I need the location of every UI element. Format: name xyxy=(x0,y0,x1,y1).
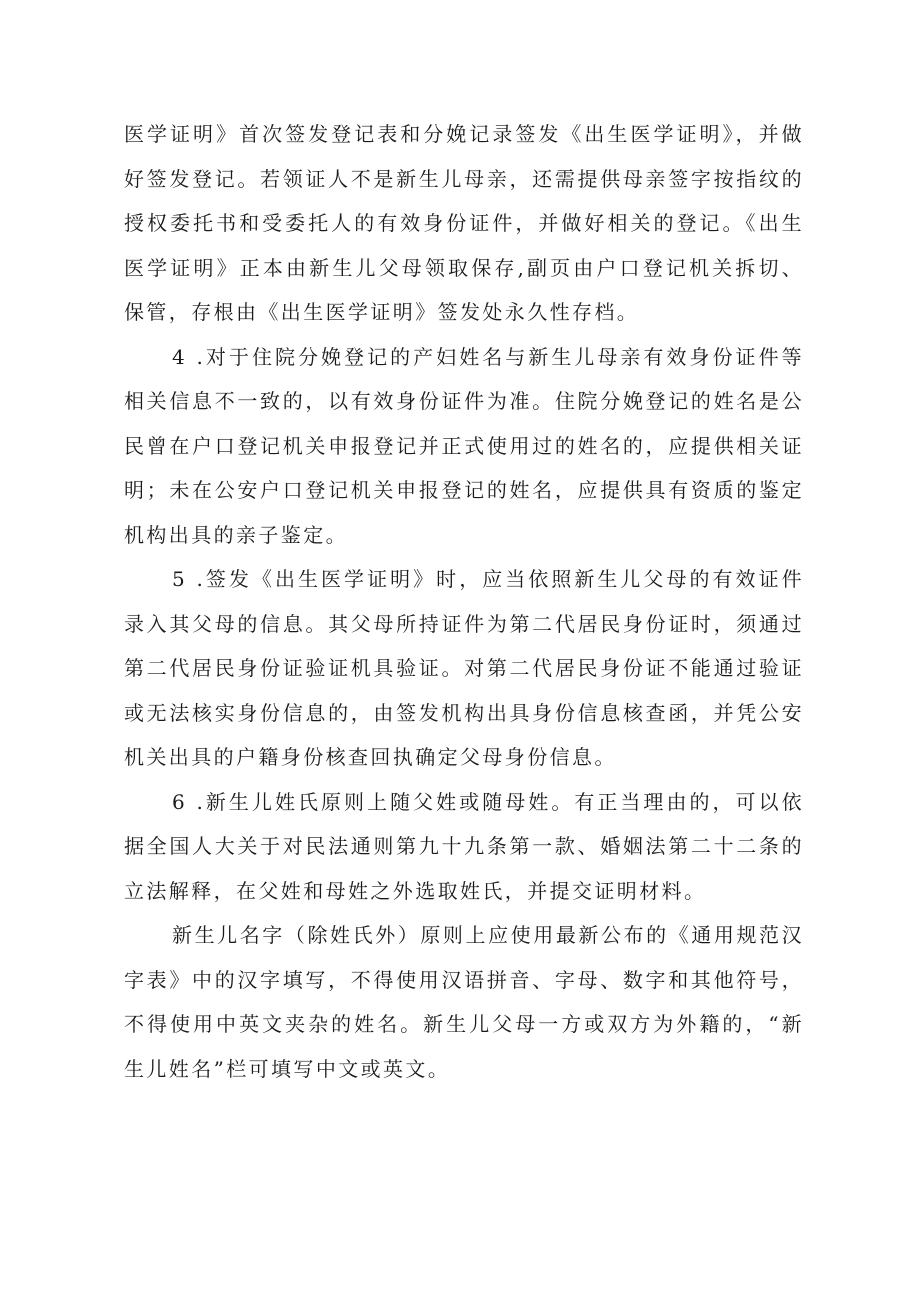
paragraph-item-6: 6 .新生儿姓氏原则上随父姓或随母姓。有正当理由的，可以依据全国人大关于对民法通则第九十九条第一款、婚姻法第二十二条的立法解释，在父姓和母姓之外选取姓氏，并提交证明材料。 xyxy=(124,789,804,903)
paragraph-item-5: 5 .签发《出生医学证明》时，应当依照新生儿父母的有效证件录入其父母的信息。其父母所持证件为第二代居民身份证时，须通过第二代居民身份证验证机具验证。对第二代居民身份证不能通过验证或无法核实身份信息的，由签发机构出具身份信息核查函，并凭公安机关出具的户籍身份核查回执确定父母身份信息。 xyxy=(124,567,804,769)
paragraph-given-name-rules: 新生儿名字（除姓氏外）原则上应使用最新公布的《通用规范汉字表》中的汉字填写，不得使用汉语拼音、字母、数字和其他符号，不得使用中英文夹杂的姓名。新生儿父母一方或双方为外籍的，“新生儿姓名”栏可填写中文或英文。 xyxy=(124,923,804,1081)
paragraph-item-4: 4 .对于住院分娩登记的产妇姓名与新生儿母亲有效身份证件等相关信息不一致的，以有效身份证件为准。住院分娩登记的姓名是公民曾在户口登记机关申报登记并正式使用过的姓名的，应提供相关证明；未在公安户口登记机关申报登记的姓名，应提供具有资质的鉴定机构出具的亲子鉴定。 xyxy=(124,344,804,547)
document-body xyxy=(124,112,804,1091)
paragraph-continuation: 医学证明》首次签发登记表和分娩记录签发《出生医学证明》，并做好签发登记。若领证人不是新生儿母亲，还需提供母亲签字按指纹的授权委托书和受委托人的有效身份证件，并做好相关的登记。《出生医学证明》正本由新生儿父母领取保存,副页由户口登记机关拆切、保管，存根由《出生医学证明》签发处永久性存档。 xyxy=(124,122,804,324)
